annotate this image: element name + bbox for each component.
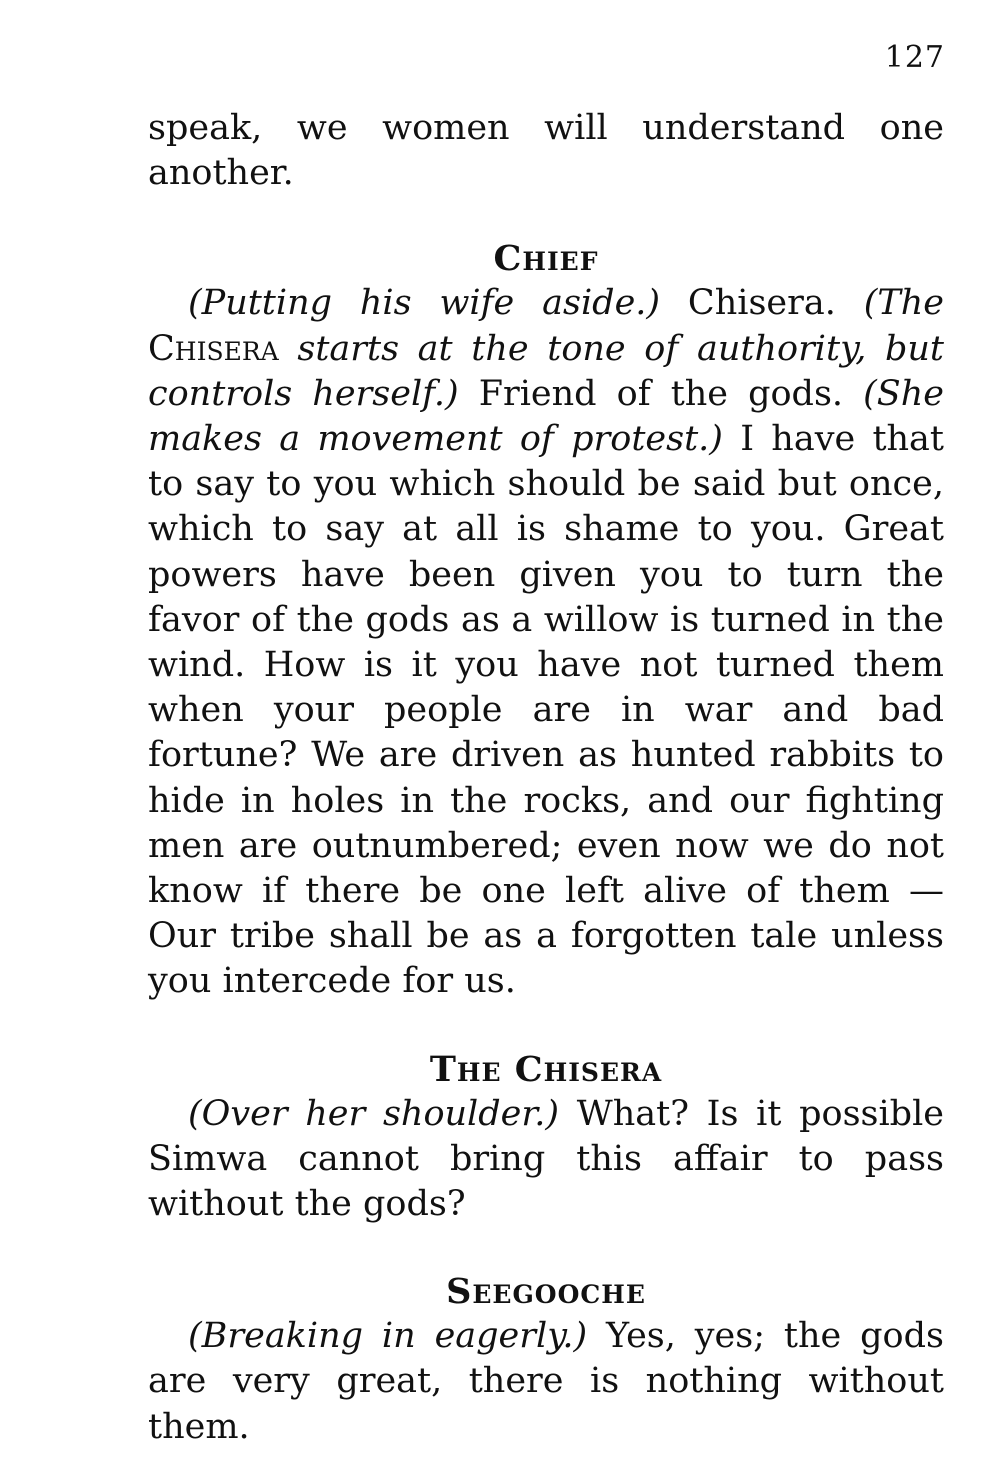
seegooche-speech [148,1314,944,1450]
page-body [148,40,944,1450]
character-name: Chisera [148,328,279,369]
speech-text: Friend of the gods. [458,373,864,414]
speech-text: Chisera. [660,283,864,324]
page-number: 127 [884,40,945,75]
chisera-speech [148,1092,944,1228]
stage-direction: (Putting his wife aside.) [188,283,661,324]
speech-text: What? Is it possible Simwa cannot bring this affair to pass without the gods? [148,1093,944,1225]
stage-direction: (Breaking in eagerly.) [188,1316,588,1357]
opening-paragraph: speak, we women will understand one another. [148,108,944,194]
speaker-the-chisera: The Chisera [429,1048,663,1090]
chief-speech [148,281,944,1004]
speaker-chief: Chief [493,238,599,280]
stage-direction: (Over her shoulder.) [188,1093,560,1134]
speech-text: I have that to say to you which should be said but once, which to say at all is shame to you. Great powers have been given you to turn the favor of the gods as a willow is turned in the wind. How is it you have not turned them when your people are in war and bad fortune? We are driven as hunted rabbits to hide in holes in the rocks, and our fighting men are outnumbered; even now we do not know if there be one left alive of them — Our tribe shall be as a forgotten tale unless you intercede for us. [148,419,944,1002]
stage-direction: (The Chisera starts at the tone of authority, but controls herself.) [148,283,944,414]
stage-direction: (She makes a movement of protest.) [148,373,944,460]
speech-text: Yes, yes; the gods are very great, there is nothing without them. [148,1316,944,1447]
speaker-seegooche: Seegooche [446,1271,646,1313]
